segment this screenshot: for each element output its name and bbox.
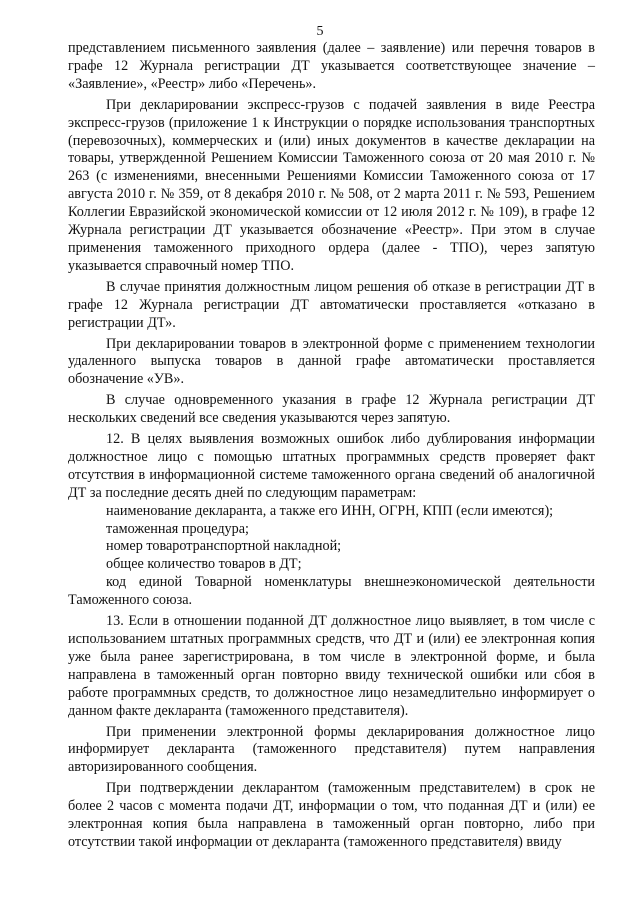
paragraph-electronic-form: При применении электронной формы декларирования должностное лицо информирует декларанта (таможенного представителя) путем направления авторизированного сообщения. xyxy=(68,723,595,776)
page-number: 5 xyxy=(316,24,324,39)
paragraph-continuation: представлением письменного заявления (далее – заявление) или перечня товаров в графе 12 Журнала регистрации ДТ указывается соответствующее значение – «Заявление», «Реестр» либо «Перечень». xyxy=(68,40,595,92)
paragraph-clause-13: 13. Если в отношении поданной ДТ должностное лицо выявляет, в том числе с использованием штатных программных средств, что ДТ и (или) ее электронная копия уже была ранее зарегистрирована, в том числе в электронной форме, и была направлена в таможенный орган повторно ввиду технической ошибки или сбоя в работе программных средств, то должностное лицо незамедлительно информирует о данном факте декларанта (таможенного представителя). xyxy=(68,613,595,719)
list-item-declarant: наименование декларанта, а также его ИНН, ОГРН, КПП (если имеются); xyxy=(106,502,554,519)
list-item-procedure: таможенная процедура; xyxy=(106,520,249,537)
paragraph-remote-release: При декларировании товаров в электронной форме с применением технологии удаленного выпуска товаров в данной графе автоматически проставляется обозначение «УВ». xyxy=(68,335,595,388)
paragraph-confirmation: При подтверждении декларантом (таможенным представителем) в срок не более 2 часов с момента подачи ДТ, информации о том, что поданная ДТ и (или) ее электронная копия была направлена в таможенный орган повторно, либо при отсутствии такой информации от декларанта (таможенного представителя) ввиду xyxy=(68,780,595,850)
paragraph-multiple-entries: В случае одновременного указания в графе 12 Журнала регистрации ДТ нескольких сведений все сведения указываются через запятую. xyxy=(68,392,595,427)
document-body xyxy=(68,40,595,852)
paragraph-refusal: В случае принятия должностным лицом решения об отказе в регистрации ДТ в графе 12 Журнала регистрации ДТ автоматически проставляется «отказано в регистрации ДТ». xyxy=(68,278,595,331)
paragraph-clause-12: 12. В целях выявления возможных ошибок либо дублирования информации должностное лицо с помощью штатных программных средств проверяет факт отсутствия в информационной системе таможенного органа сведений об аналогичной ДТ за последние десять дней по следующим параметрам: xyxy=(68,431,595,501)
list-item-goods-count: общее количество товаров в ДТ; xyxy=(106,556,302,573)
list-item-waybill: номер товаротранспортной накладной; xyxy=(106,538,342,555)
list-item-tn-ved-code: код единой Товарной номенклатуры внешнеэкономической деятельности Таможенного союза. xyxy=(68,574,595,609)
paragraph-express-cargo: При декларировании экспресс-грузов с подачей заявления в виде Реестра экспресс-грузов (приложение 1 к Инструкции о порядке использования транспортных (перевозочных), коммерческих и (или) иных документов в качестве декларации на товары, утвержденной Решением Комиссии Таможенного союза от 20 мая 2010 г. № 263 (с изменениями, внесенными Решениями Комиссии Таможенного союза от 17 августа 2010 г. № 359, от 8 декабря 2010 г. № 508, от 2 марта 2011 г. № 593, Решением Коллегии Евразийской экономической комиссии от 12 июля 2012 г. № 109), в графе 12 Журнала регистрации ДТ указывается обозначение «Реестр». При этом в случае применения таможенного приходного ордера (далее - ТПО), через запятую указывается справочный номер ТПО. xyxy=(68,96,595,274)
